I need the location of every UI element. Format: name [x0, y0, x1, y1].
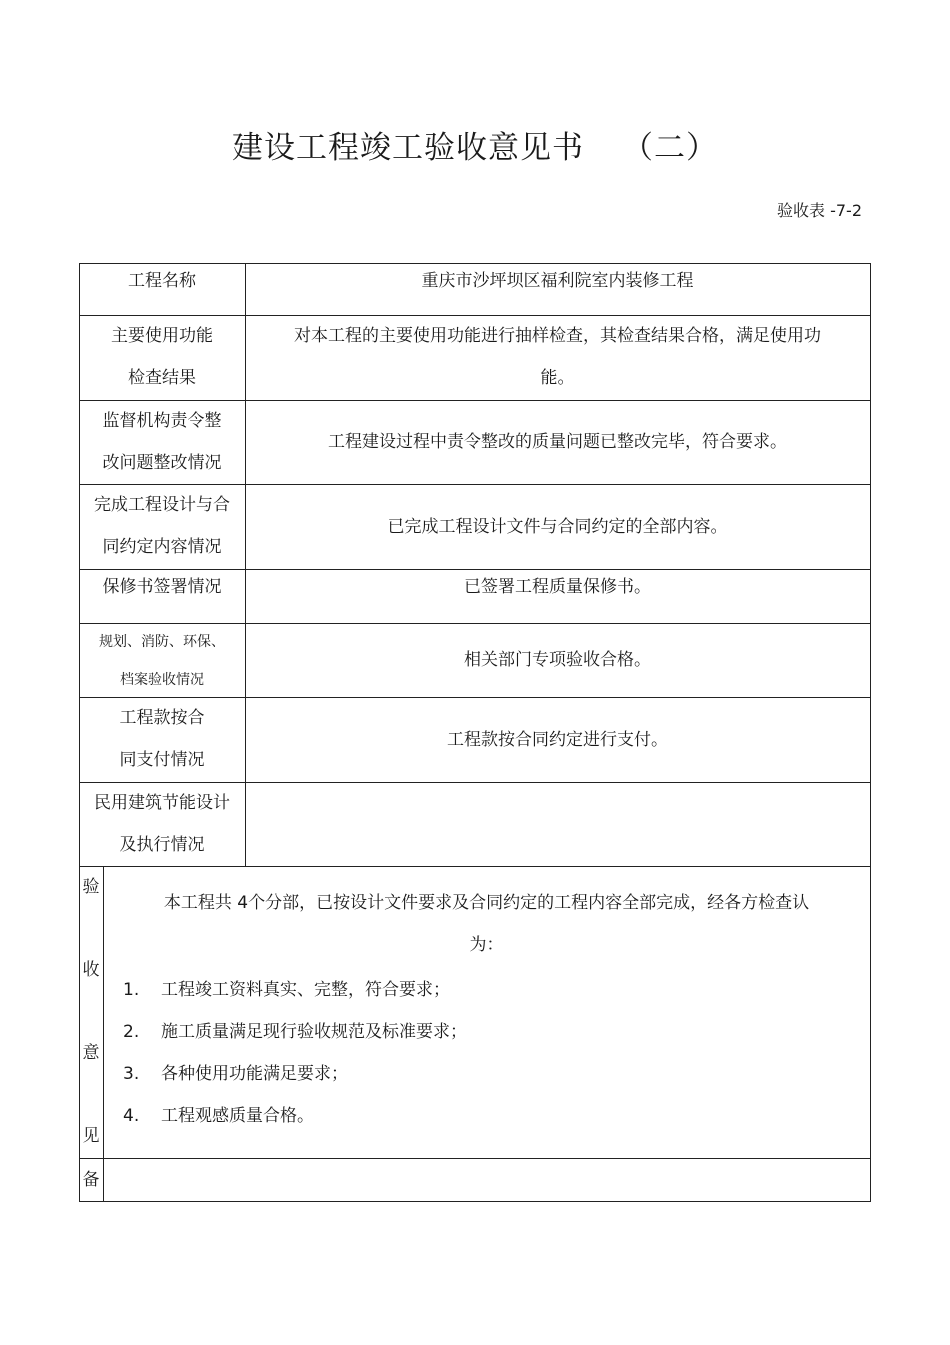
opinion-side-char: 意 — [82, 1043, 100, 1063]
row-label — [79, 623, 245, 697]
row-label-line: 档案验收情况 — [120, 672, 204, 688]
opinion-item — [123, 1101, 314, 1126]
table-hline — [79, 1158, 871, 1159]
title-main: 建设工程竣工验收意见书 — [232, 130, 584, 166]
row-value — [245, 263, 870, 315]
row-label — [79, 263, 245, 315]
row-value-line: 已签署工程质量保修书。 — [464, 577, 651, 597]
row-label-line: 检查结果 — [128, 368, 196, 388]
row-label — [79, 315, 245, 400]
opinion-item — [123, 975, 450, 1000]
row-value — [245, 782, 870, 866]
table-hline — [79, 866, 871, 867]
opinion-item-number: 2. — [123, 1022, 140, 1042]
opinion-intro-line: 本工程共 4个分部，已按设计文件要求及合同约定的工程内容全部完成，经各方检查认 — [163, 893, 810, 913]
opinion-side-char: 验 — [82, 877, 100, 897]
row-label — [79, 484, 245, 569]
row-label-line: 工程名称 — [128, 271, 196, 291]
row-label-line: 监督机构责令整 — [102, 411, 222, 431]
opinion-item-number: 3. — [123, 1064, 140, 1084]
opinion-side-char: 见 — [82, 1126, 100, 1146]
table-hline — [79, 1201, 871, 1202]
opinion-item-text: 各种使用功能满足要求； — [161, 1064, 348, 1084]
row-value-line: 相关部门专项验收合格。 — [464, 650, 651, 670]
opinion-side-char: 收 — [82, 960, 100, 980]
opinion-item — [123, 1017, 467, 1042]
row-value-line: 对本工程的主要使用功能进行抽样检查，其检查结果合格，满足使用功 — [294, 326, 821, 346]
row-value-line: 工程建设过程中责令整改的质量问题已整改完毕，符合要求。 — [328, 432, 787, 452]
row-label-line: 及执行情况 — [119, 835, 205, 855]
row-label-line: 民用建筑节能设计 — [94, 793, 230, 813]
row-value — [245, 400, 870, 484]
opinion-item — [123, 1059, 348, 1084]
row-value-line: 已完成工程设计文件与合同约定的全部内容。 — [387, 516, 728, 537]
opinion-item-text: 工程观感质量合格。 — [161, 1106, 314, 1126]
opinion-item-text: 施工质量满足现行验收规范及标准要求； — [161, 1022, 467, 1042]
row-value-line: 能。 — [540, 368, 575, 388]
row-label-line: 完成工程设计与合 — [94, 495, 230, 515]
table-vline-side — [103, 866, 104, 1201]
opinion-item-text: 工程竣工资料真实、完整，符合要求； — [161, 980, 450, 1000]
row-label — [79, 569, 245, 623]
row-label-line: 工程款按合 — [119, 708, 205, 728]
document-title — [0, 122, 950, 167]
row-value — [245, 484, 870, 569]
row-label-line: 保修书签署情况 — [102, 577, 222, 597]
row-label-line: 同支付情况 — [119, 750, 205, 770]
row-value — [245, 569, 870, 623]
row-value-line: 工程款按合同约定进行支付。 — [447, 729, 668, 750]
title-suffix: （二） — [622, 130, 718, 166]
row-label-line: 同约定内容情况 — [102, 537, 222, 557]
remarks-side-char: 备 — [82, 1170, 100, 1190]
row-label-line: 规划、消防、环保、 — [99, 634, 225, 650]
row-value — [245, 697, 870, 782]
row-label — [79, 697, 245, 782]
opinion-intro-line: 为： — [469, 935, 504, 955]
row-label — [79, 400, 245, 484]
table-border-right — [870, 263, 871, 1202]
row-value — [245, 623, 870, 697]
opinion-item-number: 1. — [123, 980, 140, 1000]
row-value — [245, 315, 870, 400]
row-value-line: 重庆市沙坪坝区福利院室内装修工程 — [421, 271, 694, 291]
row-label-line: 改问题整改情况 — [102, 453, 222, 473]
form-number: 验收表 -7-2 — [777, 201, 862, 220]
row-label-line: 主要使用功能 — [111, 326, 213, 346]
opinion-item-number: 4. — [123, 1106, 140, 1126]
row-label — [79, 782, 245, 866]
